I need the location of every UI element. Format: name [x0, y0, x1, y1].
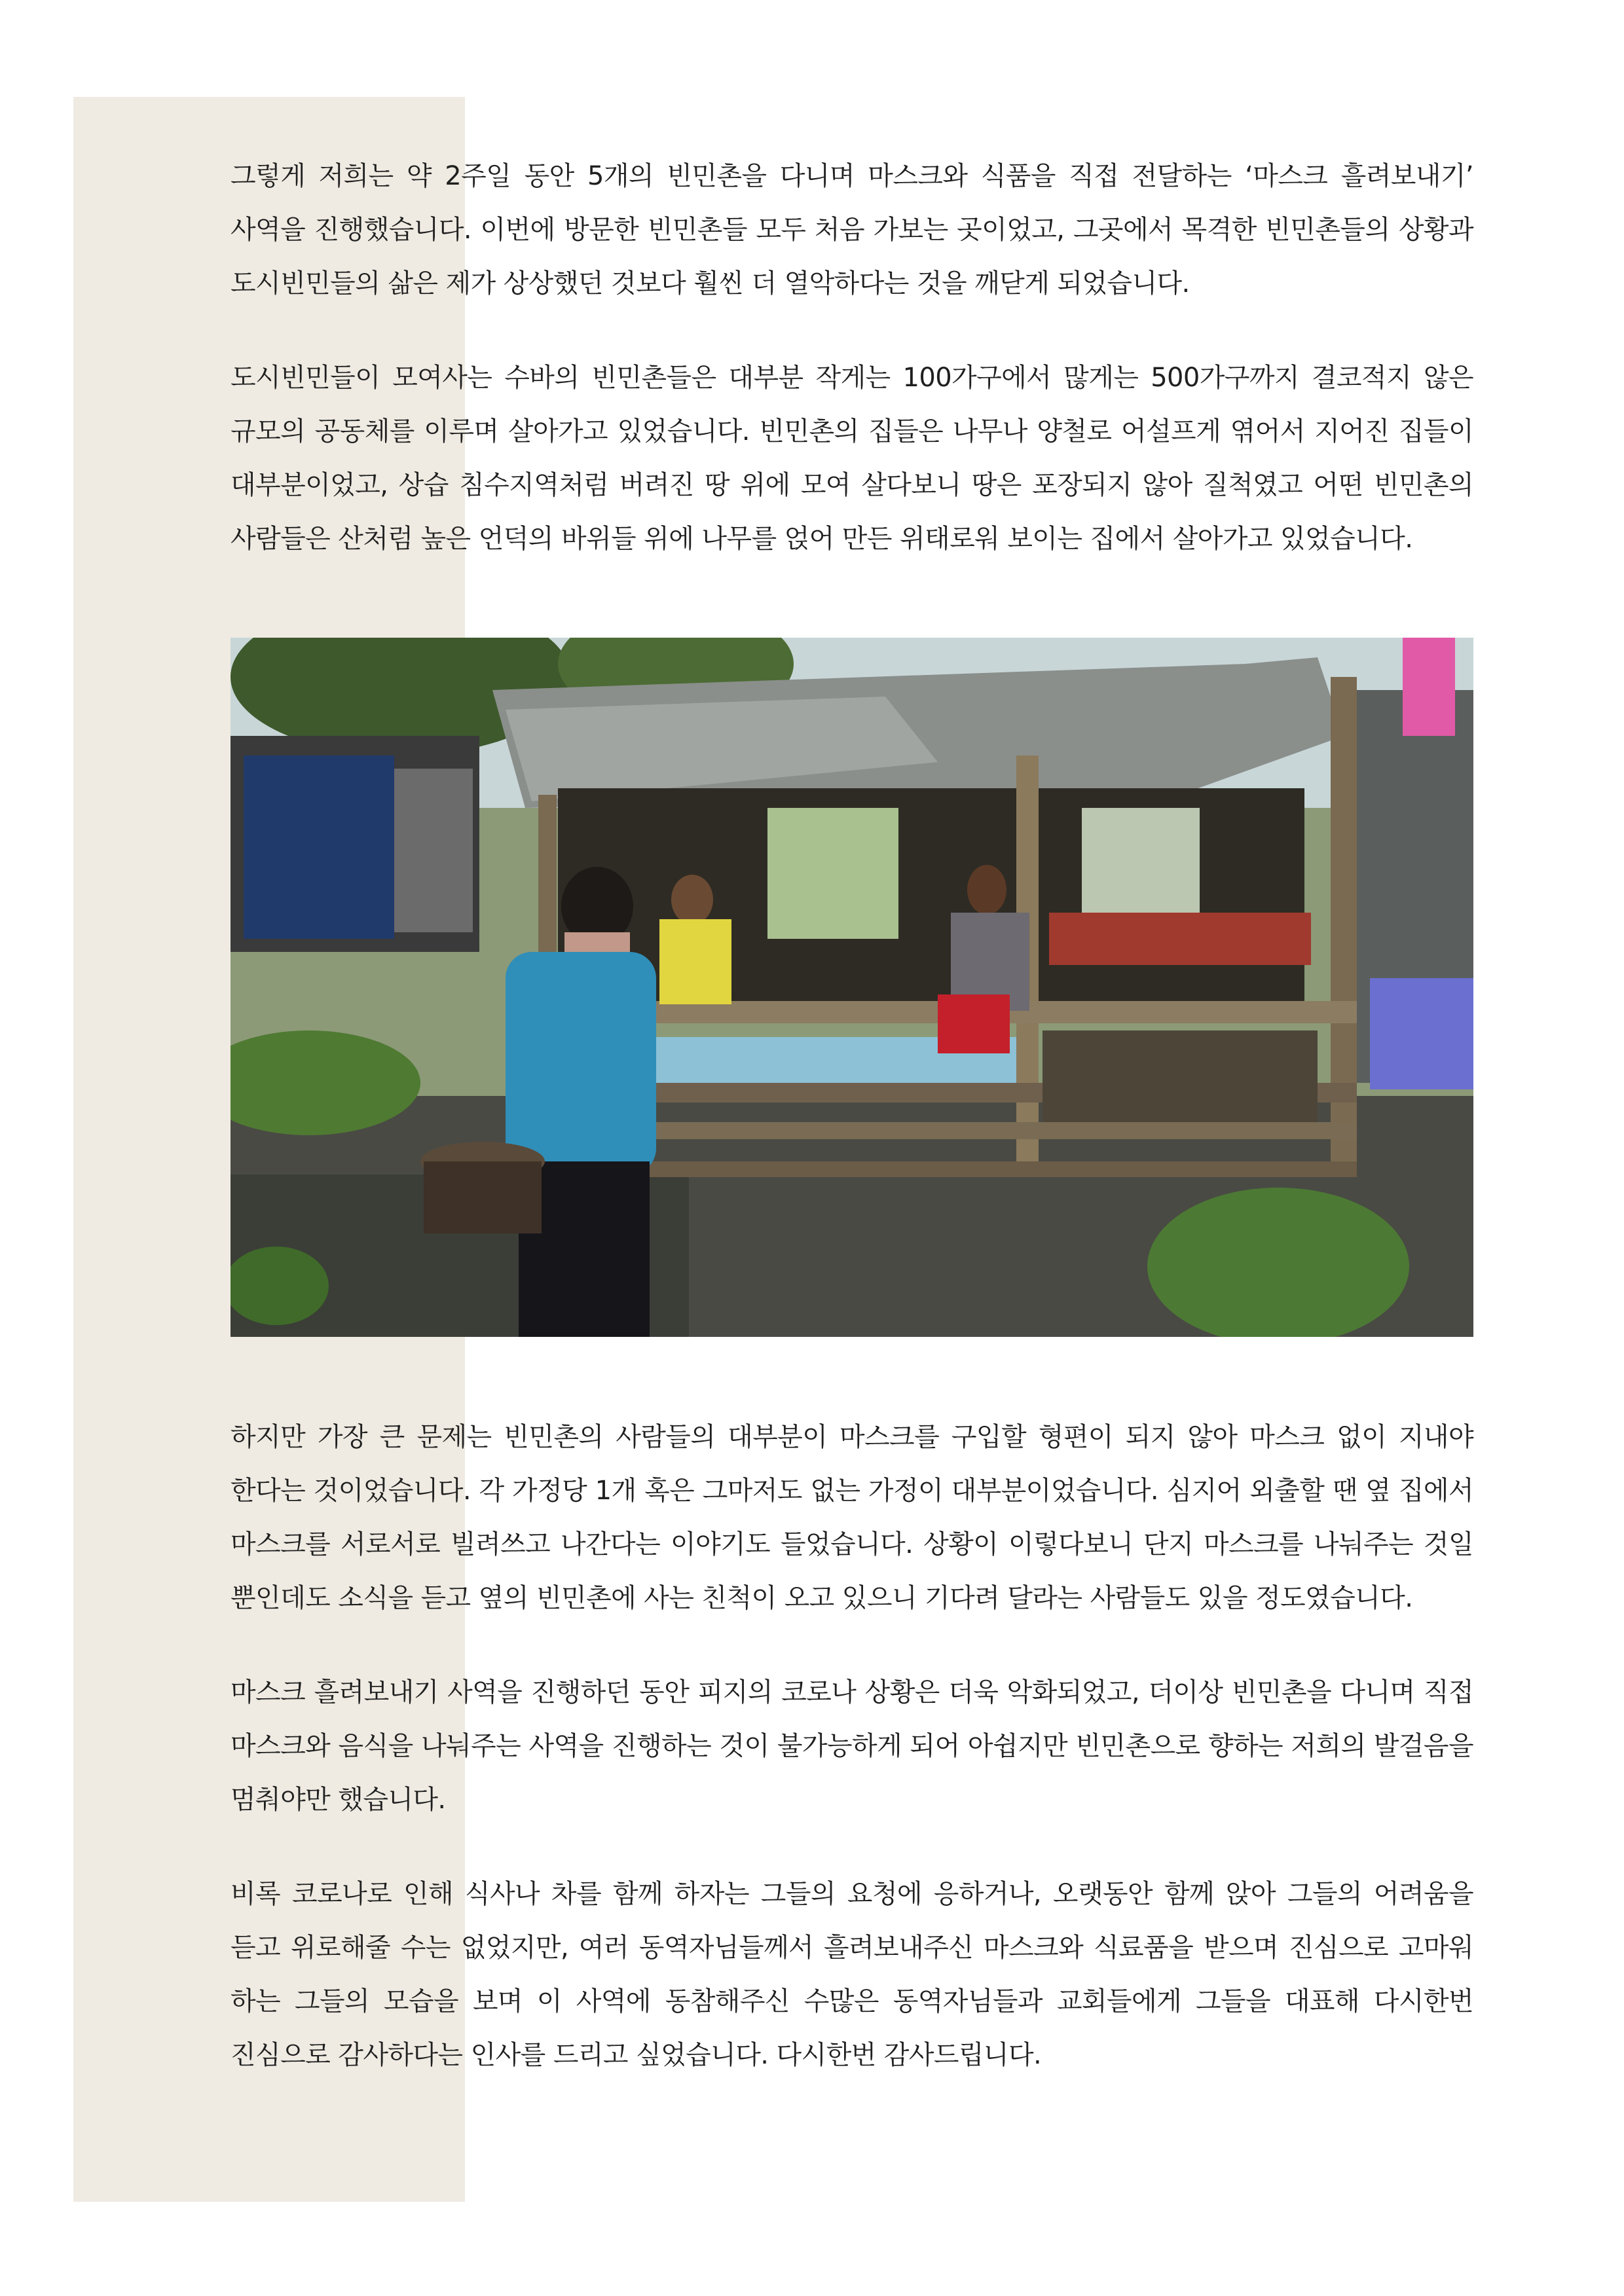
paragraph-4: 마스크 흘려보내기 사역을 진행하던 동안 피지의 코로나 상황은 더욱 악화되었고, 더이상 빈민촌을 다니며 직접 마스크와 음식을 나눠주는 사역을 진행하는 것이 불가능하게 되어 아쉽지만 빈민촌으로 향하는 저희의 발걸음을 멈춰야만 했습니다.: [231, 1677, 1473, 1815]
article-content: [231, 149, 1473, 2082]
paragraph-2: 도시빈민들이 모여사는 수바의 빈민촌들은 대부분 작게는 100가구에서 많게는 500가구까지 결코적지 않은 규모의 공동체를 이루며 살아가고 있었습니다. 빈민촌의 집들은 나무나 양철로 어설프게 엮어서 지어진 집들이 대부분이었고, 상습 침수지역처럼 버려진 땅 위에 모여 살다보니 땅은 포장되지 않아 질척였고 어떤 빈민촌의 사람들은 산처럼 높은 언덕의 바위들 위에 나무를 얹어 만든 위태로워 보이는 집에서 살아가고 있었습니다.: [231, 363, 1473, 554]
slum-visit-photo: [231, 638, 1473, 1337]
paragraph-3: 하지만 가장 큰 문제는 빈민촌의 사람들의 대부분이 마스크를 구입할 형편이 되지 않아 마스크 없이 지내야 한다는 것이었습니다. 각 가정당 1개 혹은 그마저도 없는 가정이 대부분이었습니다. 심지어 외출할 땐 옆 집에서 마스크를 서로서로 빌려쓰고 나간다는 이야기도 들었습니다. 상황이 이렇다보니 단지 마스크를 나눠주는 것일 뿐인데도 소식을 듣고 옆의 빈민촌에 사는 친척이 오고 있으니 기다려 달라는 사람들도 있을 정도였습니다.: [231, 1422, 1473, 1613]
paragraph-1: 그렇게 저희는 약 2주일 동안 5개의 빈민촌을 다니며 마스크와 식품을 직접 전달하는 ‘마스크 흘려보내기’ 사역을 진행했습니다. 이번에 방문한 빈민촌들 모두 처음 가보는 곳이었고, 그곳에서 목격한 빈민촌들의 상황과 도시빈민들의 삶은 제가 상상했던 것보다 훨씬 더 열악하다는 것을 깨닫게 되었습니다.: [231, 161, 1473, 299]
paragraph-5: 비록 코로나로 인해 식사나 차를 함께 하자는 그들의 요청에 응하거나, 오랫동안 함께 앉아 그들의 어려움을 듣고 위로해줄 수는 없었지만, 여러 동역자님들께서 흘려보내주신 마스크와 식료품을 받으며 진심으로 고마워 하는 그들의 모습을 보며 이 사역에 동참해주신 수많은 동역자님들과 교회들에게 그들을 대표해 다시한번 진심으로 감사하다는 인사를 드리고 싶었습니다. 다시한번 감사드립니다.: [231, 1879, 1473, 2070]
